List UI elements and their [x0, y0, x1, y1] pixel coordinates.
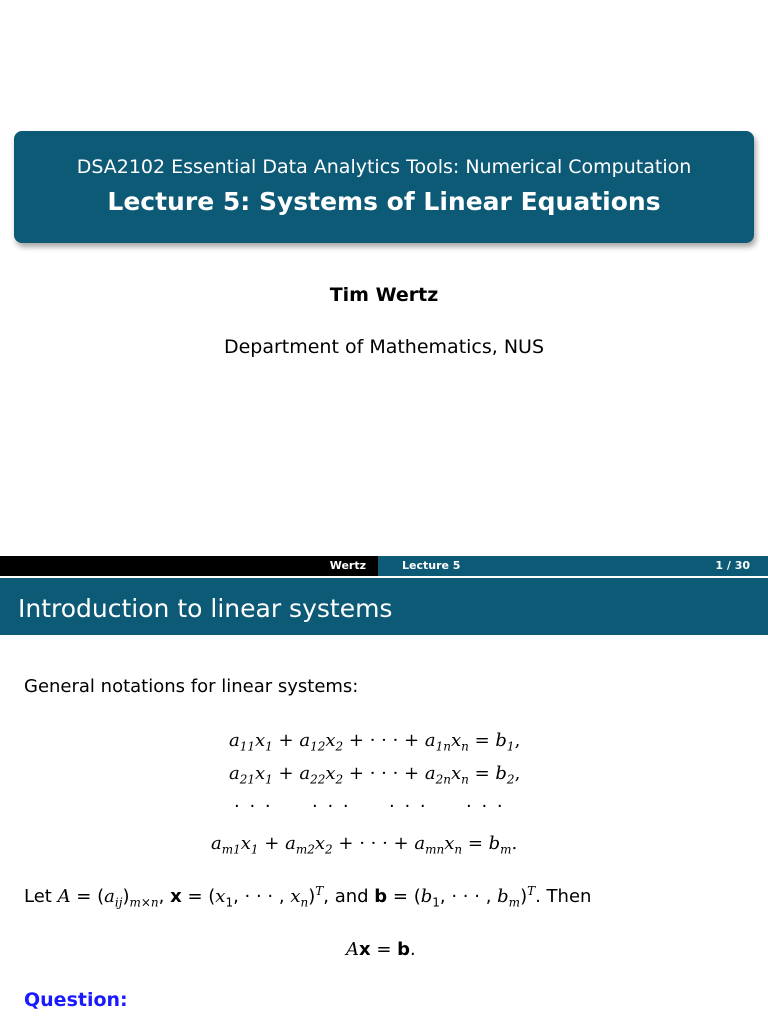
footer-right [378, 556, 768, 576]
footer-left [0, 556, 378, 576]
matrix-equation: Ax = b. [346, 939, 416, 960]
question-heading: Question: [24, 989, 128, 1011]
footer-bar [0, 556, 768, 576]
title-box [14, 131, 754, 243]
footer-author: Wertz [329, 559, 366, 572]
lecture-title: Lecture 5: Systems of Linear Equations [107, 187, 661, 216]
equation-row-m: $a_{m1}x_1 + a_{m2}x_2$ + · · · + $a_{mn}x_n = b_m$. [211, 833, 518, 857]
dots-3: · · · [389, 796, 428, 817]
frame-title [0, 578, 768, 635]
let-word: Let [24, 886, 52, 907]
dots-1: · · · [234, 796, 273, 817]
department: Department of Mathematics, NUS [223, 336, 545, 358]
dots-2: · · · [312, 796, 351, 817]
course-title: DSA2102 Essential Data Analytics Tools: Numerical Computation [76, 156, 692, 178]
and-word: , and [323, 886, 369, 907]
definition-line: Let $A = (a_{ij})_{m\times n}$, $x = (x_1$, · · · , $x_n)^T$, and $b = (b_1$, · · · , $b_m)^T$. Then [24, 884, 592, 910]
frame-title-text: Introduction to linear systems [18, 594, 393, 623]
footer-lecture: Lecture 5 [402, 559, 461, 572]
footer-page-number: 1 / 30 [715, 559, 750, 572]
equation-row-2: $a_{21}x_1 + a_{22}x_2$ + · · · + $a_{2n}x_n = b_2$, [229, 763, 521, 787]
author-name: Tim Wertz [329, 284, 439, 306]
intro-text: General notations for linear systems: [24, 676, 359, 697]
then-word: . Then [535, 886, 592, 907]
dots-4: · · · [466, 796, 505, 817]
equation-row-1: $a_{11}x_1 + a_{12}x_2$ + · · · + $a_{1n}x_n = b_1$, [229, 730, 521, 754]
